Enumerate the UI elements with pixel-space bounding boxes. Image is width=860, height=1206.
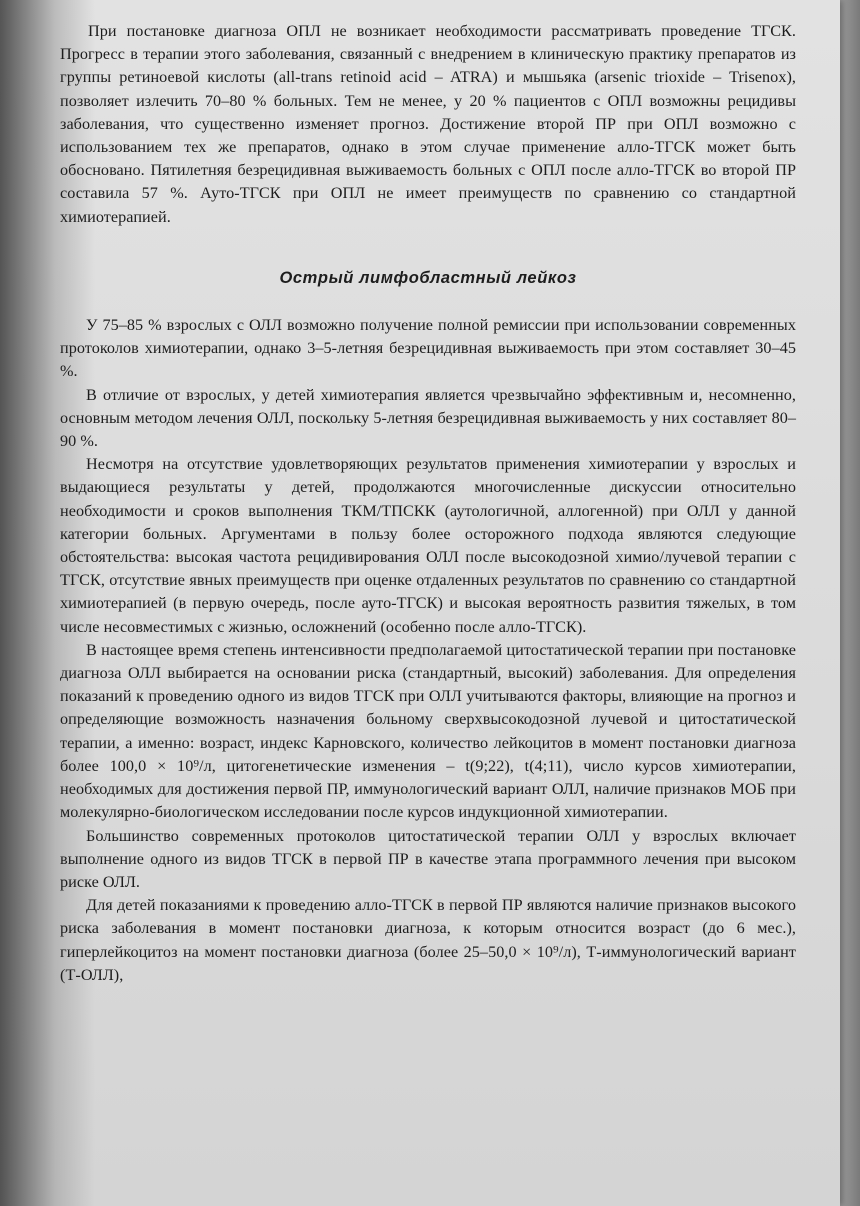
paragraph-5: Большинство современных протоколов цитостатической терапии ОЛЛ у взрослых включает выполнение одного из видов ТГСК в первой ПР в качестве этапа программного лечения при высоком риске ОЛЛ. [60, 826, 796, 891]
page-text [60, 20, 796, 987]
paragraph-4: В настоящее время степень интенсивности предполагаемой цитостатической терапии при постановке диагноза ОЛЛ выбирается на основании риска (стандартный, высокий) заболевания. Для определения показаний к проведению одного из видов ТГСК при ОЛЛ учитываются факторы, влияющие на прогноз и определяющие возможность назначения больному сверхвысокодозной лучевой и цитостатической терапии, а именно: возраст, индекс Карновского, количество лейкоцитов в момент постановки диагноза более 100,0 × 10⁹/л, цитогенетические изменения – t(9;22), t(4;11), число курсов химиотерапии, необходимых для достижения первой ПР, иммунологический вариант ОЛЛ, наличие признаков МОБ при молекулярно-биологическом исследовании после курсов индукционной химиотерапии. [60, 640, 796, 822]
paragraph-3: Несмотря на отсутствие удовлетворяющих результатов применения химиотерапии у взрослых и выдающиеся результаты у детей, продолжаются многочисленные дискуссии относительно необходимости и сроков выполнения ТКМ/ТПСКК (аутологичной, аллогенной) при ОЛЛ у данной категории больных. Аргументами в пользу более осторожного подхода являются следующие обстоятельства: высокая частота рецидивирования ОЛЛ после высокодозной химио/лучевой терапии с ТГСК, отсутствие явных преимуществ при оценке отдаленных результатов по сравнению со стандартной химиотерапией (в первую очередь, после ауто-ТГСК) и высокая вероятность развития тяжелых, в том числе несовместимых с жизнью, осложнений (особенно после алло-ТГСК). [60, 455, 796, 636]
paragraph-2: В отличие от взрослых, у детей химиотерапия является чрезвычайно эффективным и, несомненно, основным методом лечения ОЛЛ, поскольку 5-летняя безрецидивная выживаемость у них составляет 80–90 %. [60, 385, 796, 451]
paragraph-6: Для детей показаниями к проведению алло-ТГСК в первой ПР являются наличие признаков высокого риска заболевания в момент постановки диагноза, к которым относится возраст (до 6 мес.), гиперлейкоцитоз на момент постановки диагноза (более 25–50,0 × 10⁹/л), Т-иммунологический вариант (Т-ОЛЛ), [60, 896, 796, 984]
section-heading: Острый лимфобластный лейкоз [279, 268, 577, 287]
paragraph-1: У 75–85 % взрослых с ОЛЛ возможно получение полной ремиссии при использовании современных протоколов химиотерапии, однако 3–5-летняя безрецидивная выживаемость при этом составляет 30–45 %. [60, 316, 796, 381]
paragraph-opl: При постановке диагноза ОПЛ не возникает необходимости рассматривать проведение ТГСК. Прогресс в терапии этого заболевания, связанный с внедрением в клиническую практику препаратов из группы ретиноевой кислоты (all-trans retinoid acid – ATRA) и мышьяка (arsenic trioxide – Trisenox), позволяет излечить 70–80 % больных. Тем не менее, у 20 % пациентов с ОПЛ возможны рецидивы заболевания, что существенно изменяет прогноз. Достижение второй ПР при ОПЛ возможно с использованием тех же препаратов, однако в этом случае применение алло-ТГСК может быть обосновано. Пятилетняя безрецидивная выживаемость больных с ОПЛ после алло-ТГСК во второй ПР составила 57 %. Ауто-ТГСК при ОПЛ не имеет преимуществ по сравнению со стандартной химиотерапией. [60, 22, 796, 226]
